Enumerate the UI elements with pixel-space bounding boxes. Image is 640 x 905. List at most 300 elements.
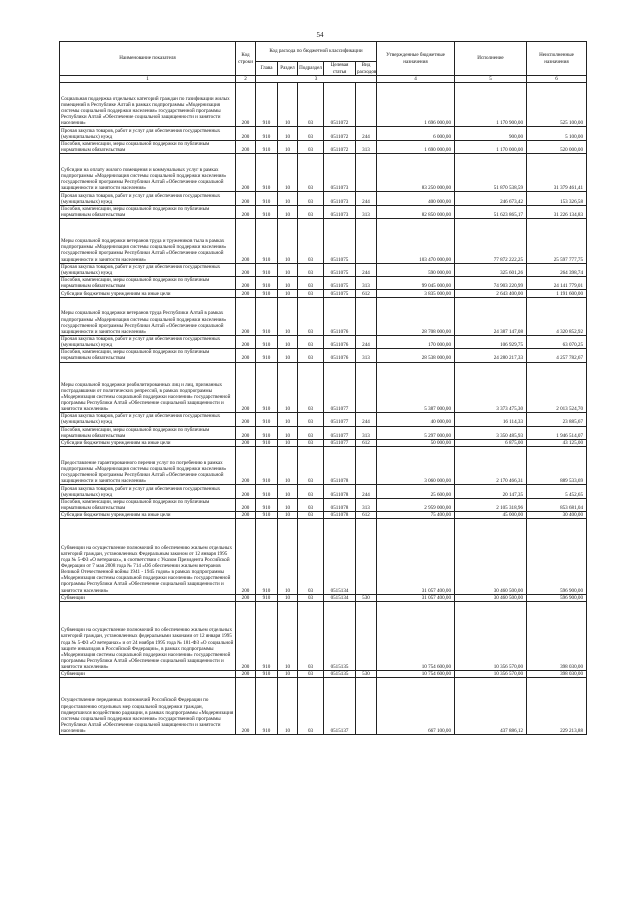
chapter-code: 910: [256, 426, 278, 439]
target-item-code: 0511072: [324, 83, 356, 127]
section-code: 10: [278, 678, 298, 735]
row-name: Прочая закупка товаров, работ и услуг для обеспечения государственных (муниципальных) нужд: [60, 127, 236, 140]
executed-amount: 1 170 000,00: [455, 140, 527, 153]
row-name: Пособия, компенсации, меры социальной поддержки по публичным нормативным обязательствам: [60, 140, 236, 153]
section-code: 10: [278, 192, 298, 205]
row-name: Меры социальной поддержки ветеранов труда Республики Алтай в рамках подпрограммы «Модернизация системы социальной поддержки населения» государственной программы Республики Алтай «Обеспечение социальной защищенности и занятости населения»: [60, 297, 236, 335]
approved-amount: 28 538 000,00: [377, 349, 455, 362]
unexecuted-amount: 31 379 461,41: [527, 154, 587, 192]
target-item-code: 0511077: [324, 426, 356, 439]
table-row: [60, 349, 587, 362]
row-name: Пособия, компенсации, меры социальной поддержки по публичным нормативным обязательствам: [60, 205, 236, 218]
approved-amount: 28 708 000,00: [377, 297, 455, 335]
unexecuted-amount: 596 900,00: [527, 594, 587, 601]
approved-amount: 5 297 000,00: [377, 426, 455, 439]
expense-type-code: 530: [356, 671, 377, 678]
line-code: 200: [236, 290, 256, 297]
subsection-code: 03: [298, 290, 324, 297]
unexecuted-amount: 23 885,67: [527, 413, 587, 426]
row-name: Меры социальной поддержки реабилитированных лиц и лиц, признанных пострадавшими от политических репрессий, в рамках подпрограммы «Модернизация системы социальной поддержки населения» государственной программы Республики Алтай «Обеспечение социальной защищенности и занятости населения»: [60, 362, 236, 413]
executed-amount: 51 623 865,17: [455, 205, 527, 218]
line-code: 200: [236, 277, 256, 290]
executed-amount: 24 280 217,33: [455, 349, 527, 362]
target-item-code: 0511078: [324, 447, 356, 485]
approved-amount: 667 100,00: [377, 678, 455, 735]
chapter-code: 910: [256, 192, 278, 205]
subsection-code: 03: [298, 498, 324, 511]
line-code: 200: [236, 205, 256, 218]
row-name: Субвенции: [60, 671, 236, 678]
table-row: [60, 192, 587, 205]
row-name: Субвенции на осуществление полномочий по обеспечению жильем отдельных категорий граждан, установленных Федеральным законом от 12 января 1995 года № 5-ФЗ «О ветеранах», в соответствии с Указом Президента Российской Федерации от 7 мая 2008 года № 714 «Об обеспечении жильем ветеранов Великой Отечественной войны 1941 - 1945 годов» в рамках подпрограммы «Модернизация системы социальной поддержки населения» государственной программы Республики Алтай «Обеспечение социальной защищенности и занятости населения»: [60, 519, 236, 594]
line-code: 200: [236, 447, 256, 485]
line-code: 200: [236, 594, 256, 601]
row-name: Субсидии бюджетным учреждениям на иные цели: [60, 512, 236, 519]
unexecuted-amount: 25 597 777,75: [527, 219, 587, 263]
expense-type-code: 313: [356, 426, 377, 439]
table-row: [60, 290, 587, 297]
unexecuted-amount: 889 533,69: [527, 447, 587, 485]
row-name: Прочая закупка товаров, работ и услуг для обеспечения государственных (муниципальных) нужд: [60, 263, 236, 276]
target-item-code: 0515135: [324, 671, 356, 678]
target-item-code: 0515134: [324, 594, 356, 601]
target-item-code: 0511076: [324, 297, 356, 335]
executed-amount: 900,00: [455, 127, 527, 140]
target-item-code: 0511073: [324, 205, 356, 218]
table-row: [60, 594, 587, 601]
chapter-code: 910: [256, 362, 278, 413]
section-code: 10: [278, 594, 298, 601]
subsection-code: 03: [298, 349, 324, 362]
approved-amount: 10 754 600,00: [377, 601, 455, 670]
unexecuted-amount: 520 000,00: [527, 140, 587, 153]
section-code: 10: [278, 671, 298, 678]
chapter-code: 910: [256, 512, 278, 519]
subsection-code: 03: [298, 335, 324, 348]
chapter-code: 910: [256, 671, 278, 678]
table-row: [60, 678, 587, 735]
subsection-code: 03: [298, 83, 324, 127]
chapter-code: 910: [256, 439, 278, 446]
line-code: 200: [236, 426, 256, 439]
chapter-code: 910: [256, 297, 278, 335]
chapter-code: 910: [256, 83, 278, 127]
unexecuted-amount: 525 100,00: [527, 83, 587, 127]
target-item-code: 0511073: [324, 154, 356, 192]
chapter-code: 910: [256, 601, 278, 670]
subsection-code: 03: [298, 297, 324, 335]
chapter-code: 910: [256, 127, 278, 140]
table-row: [60, 83, 587, 127]
subsection-code: 03: [298, 512, 324, 519]
table-row: [60, 485, 587, 498]
approved-amount: 590 000,00: [377, 263, 455, 276]
target-item-code: 0511077: [324, 439, 356, 446]
section-code: 10: [278, 290, 298, 297]
unexecuted-amount: 596 900,00: [527, 519, 587, 594]
chapter-code: 910: [256, 413, 278, 426]
header-name: Наименование показателя: [60, 42, 236, 76]
header-subsection: Подраздел: [298, 62, 324, 76]
table-row: [60, 413, 587, 426]
header-unexecuted: Неисполненные назначения: [527, 42, 587, 76]
target-item-code: 0511075: [324, 219, 356, 263]
executed-amount: 6 875,00: [455, 439, 527, 446]
column-numbers-row: [60, 76, 587, 83]
section-code: 10: [278, 205, 298, 218]
approved-amount: 1 696 000,00: [377, 83, 455, 127]
expense-type-code: 244: [356, 413, 377, 426]
page-number: 54: [316, 31, 324, 39]
table-row: [60, 335, 587, 348]
unexecuted-amount: 264 398,74: [527, 263, 587, 276]
section-code: 10: [278, 512, 298, 519]
unexecuted-amount: 398 030,00: [527, 601, 587, 670]
expense-type-code: [356, 297, 377, 335]
row-name: Пособия, компенсации, меры социальной поддержки по публичным нормативным обязательствам: [60, 277, 236, 290]
column-number: 4: [377, 76, 455, 83]
section-code: 10: [278, 335, 298, 348]
executed-amount: 2 105 318,96: [455, 498, 527, 511]
expense-type-code: [356, 519, 377, 594]
column-number: 5: [455, 76, 527, 83]
section-code: 10: [278, 426, 298, 439]
row-name: Прочая закупка товаров, работ и услуг для обеспечения государственных (муниципальных) нужд: [60, 335, 236, 348]
section-code: 10: [278, 498, 298, 511]
subsection-code: 03: [298, 426, 324, 439]
expense-type-code: 313: [356, 205, 377, 218]
column-number: 2: [236, 76, 256, 83]
row-name: Пособия, компенсации, меры социальной поддержки по публичным нормативным обязательствам: [60, 349, 236, 362]
table-row: [60, 205, 587, 218]
approved-amount: 103 470 000,00: [377, 219, 455, 263]
subsection-code: 03: [298, 439, 324, 446]
line-code: 200: [236, 192, 256, 205]
line-code: 200: [236, 127, 256, 140]
row-name: Пособия, компенсации, меры социальной поддержки по публичным нормативным обязательствам: [60, 498, 236, 511]
section-code: 10: [278, 219, 298, 263]
subsection-code: 03: [298, 594, 324, 601]
chapter-code: 910: [256, 485, 278, 498]
unexecuted-amount: 63 070,25: [527, 335, 587, 348]
unexecuted-amount: 24 141 779,01: [527, 277, 587, 290]
unexecuted-amount: 853 681,04: [527, 498, 587, 511]
chapter-code: 910: [256, 205, 278, 218]
expense-type-code: 244: [356, 335, 377, 348]
line-code: 200: [236, 498, 256, 511]
executed-amount: 2 643 400,00: [455, 290, 527, 297]
expense-type-code: [356, 83, 377, 127]
line-code: 200: [236, 439, 256, 446]
chapter-code: 910: [256, 140, 278, 153]
table-row: [60, 219, 587, 263]
chapter-code: 910: [256, 594, 278, 601]
header-code-group: Код расхода по бюджетной классификации: [256, 42, 377, 62]
target-item-code: 0511072: [324, 127, 356, 140]
approved-amount: 5 387 000,00: [377, 362, 455, 413]
header-executed: Исполнение: [455, 42, 527, 76]
executed-amount: 246 673,42: [455, 192, 527, 205]
section-code: 10: [278, 83, 298, 127]
target-item-code: 0511072: [324, 140, 356, 153]
expense-type-code: 612: [356, 439, 377, 446]
target-item-code: 0511078: [324, 512, 356, 519]
column-number: 6: [527, 76, 587, 83]
target-item-code: 0511077: [324, 413, 356, 426]
table-row: [60, 140, 587, 153]
expense-type-code: [356, 601, 377, 670]
header-chapter: Глава: [256, 62, 278, 76]
row-name: Осуществление переданных полномочий Российской Федерации по предоставлению отдельных мер социальной поддержки граждан, подвергшихся воздействию радиации, в рамках подпрограммы «Модернизация системы социальной поддержки населения» государственной программы Республики Алтай «Обеспечение социальной защищенности и занятости населения»: [60, 678, 236, 735]
budget-table: [59, 41, 587, 735]
line-code: 200: [236, 263, 256, 276]
target-item-code: 0515137: [324, 678, 356, 735]
chapter-code: 910: [256, 678, 278, 735]
executed-amount: 106 929,75: [455, 335, 527, 348]
unexecuted-amount: 229 213,88: [527, 678, 587, 735]
table-row: [60, 447, 587, 485]
approved-amount: 400 000,00: [377, 192, 455, 205]
table-row: [60, 601, 587, 670]
chapter-code: 910: [256, 277, 278, 290]
header-approved: Утвержденные бюджетные назначения: [377, 42, 455, 76]
chapter-code: 910: [256, 498, 278, 511]
row-name: Прочая закупка товаров, работ и услуг для обеспечения государственных (муниципальных) нужд: [60, 192, 236, 205]
section-code: 10: [278, 349, 298, 362]
expense-type-code: 313: [356, 140, 377, 153]
table-row: [60, 263, 587, 276]
target-item-code: 0511075: [324, 290, 356, 297]
subsection-code: 03: [298, 192, 324, 205]
unexecuted-amount: 1 946 514,07: [527, 426, 587, 439]
subsection-code: 03: [298, 154, 324, 192]
expense-type-code: 530: [356, 594, 377, 601]
expense-type-code: 244: [356, 127, 377, 140]
executed-amount: 437 886,12: [455, 678, 527, 735]
unexecuted-amount: 43 125,00: [527, 439, 587, 446]
executed-amount: 74 903 220,99: [455, 277, 527, 290]
subsection-code: 03: [298, 601, 324, 670]
approved-amount: 31 057 400,00: [377, 519, 455, 594]
section-code: 10: [278, 140, 298, 153]
subsection-code: 03: [298, 205, 324, 218]
row-name: Предоставление гарантированного перечня услуг по погребению в рамках подпрограммы «Модернизация системы социальной поддержки населения» государственной программы Республики Алтай «Обеспечение социальной защищенности и занятости населения»: [60, 447, 236, 485]
line-code: 200: [236, 335, 256, 348]
executed-amount: 1 170 900,00: [455, 83, 527, 127]
expense-type-code: 612: [356, 512, 377, 519]
expense-type-code: [356, 154, 377, 192]
row-name: Прочая закупка товаров, работ и услуг для обеспечения государственных (муниципальных) нужд: [60, 485, 236, 498]
target-item-code: 0515135: [324, 601, 356, 670]
section-code: 10: [278, 485, 298, 498]
line-code: 200: [236, 154, 256, 192]
unexecuted-amount: 4 320 852,92: [527, 297, 587, 335]
target-item-code: 0511076: [324, 335, 356, 348]
executed-amount: 30 460 500,00: [455, 519, 527, 594]
chapter-code: 910: [256, 290, 278, 297]
section-code: 10: [278, 362, 298, 413]
section-code: 10: [278, 277, 298, 290]
subsection-code: 03: [298, 678, 324, 735]
executed-amount: 20 147,35: [455, 485, 527, 498]
section-code: 10: [278, 413, 298, 426]
executed-amount: 51 870 538,59: [455, 154, 527, 192]
executed-amount: 16 114,33: [455, 413, 527, 426]
expense-type-code: [356, 219, 377, 263]
chapter-code: 910: [256, 349, 278, 362]
approved-amount: 3 060 000,00: [377, 447, 455, 485]
row-name: Пособия, компенсации, меры социальной поддержки по публичным нормативным обязательствам: [60, 426, 236, 439]
subsection-code: 03: [298, 519, 324, 594]
table-row: [60, 439, 587, 446]
target-item-code: 0511075: [324, 277, 356, 290]
line-code: 200: [236, 601, 256, 670]
row-name: Социальная поддержка отдельных категорий граждан по газификации жилых помещений в Республике Алтай в рамках подпрограммы «Модернизация системы социальной поддержки населения» государственной программы Республики Алтай «Обеспечение социальной защищенности и занятости населения»: [60, 83, 236, 127]
row-name: Прочая закупка товаров, работ и услуг для обеспечения государственных (муниципальных) нужд: [60, 413, 236, 426]
subsection-code: 03: [298, 485, 324, 498]
section-code: 10: [278, 127, 298, 140]
executed-amount: 325 601,26: [455, 263, 527, 276]
table-row: [60, 154, 587, 192]
subsection-code: 03: [298, 447, 324, 485]
section-code: 10: [278, 263, 298, 276]
unexecuted-amount: 153 326,58: [527, 192, 587, 205]
expense-type-code: 612: [356, 290, 377, 297]
executed-amount: 30 460 500,00: [455, 594, 527, 601]
executed-amount: 2 170 466,31: [455, 447, 527, 485]
approved-amount: 25 600,00: [377, 485, 455, 498]
executed-amount: 10 356 570,00: [455, 601, 527, 670]
expense-type-code: [356, 447, 377, 485]
approved-amount: 170 000,00: [377, 335, 455, 348]
row-name: Субвенции: [60, 594, 236, 601]
expense-type-code: 244: [356, 192, 377, 205]
approved-amount: 1 690 000,00: [377, 140, 455, 153]
section-code: 10: [278, 297, 298, 335]
target-item-code: 0511076: [324, 349, 356, 362]
table-row: [60, 362, 587, 413]
table-row: [60, 512, 587, 519]
executed-amount: 3 373 475,30: [455, 362, 527, 413]
section-code: 10: [278, 439, 298, 446]
line-code: 200: [236, 362, 256, 413]
subsection-code: 03: [298, 140, 324, 153]
unexecuted-amount: 30 400,00: [527, 512, 587, 519]
chapter-code: 910: [256, 219, 278, 263]
target-item-code: 0515134: [324, 519, 356, 594]
target-item-code: 0511078: [324, 498, 356, 511]
chapter-code: 910: [256, 519, 278, 594]
unexecuted-amount: 5 452,65: [527, 485, 587, 498]
unexecuted-amount: 398 030,00: [527, 671, 587, 678]
line-code: 200: [236, 83, 256, 127]
line-code: 200: [236, 219, 256, 263]
expense-type-code: [356, 362, 377, 413]
target-item-code: 0511075: [324, 263, 356, 276]
executed-amount: 10 356 570,00: [455, 671, 527, 678]
row-name: Субсидии бюджетным учреждениям на иные цели: [60, 290, 236, 297]
row-name: Меры социальной поддержки ветеранов труда и тружеников тыла в рамках подпрограммы «Модернизация системы социальной поддержки населения» государственной программы Республики Алтай «Обеспечение социальной защищенности и занятости населения»: [60, 219, 236, 263]
approved-amount: 75 400,00: [377, 512, 455, 519]
executed-amount: 45 000,00: [455, 512, 527, 519]
header-line-code: Код строки: [236, 42, 256, 76]
approved-amount: 2 959 000,00: [377, 498, 455, 511]
target-item-code: 0511077: [324, 362, 356, 413]
section-code: 10: [278, 154, 298, 192]
approved-amount: 40 000,00: [377, 413, 455, 426]
table-row: [60, 297, 587, 335]
section-code: 10: [278, 601, 298, 670]
approved-amount: 99 045 000,00: [377, 277, 455, 290]
approved-amount: 10 754 600,00: [377, 671, 455, 678]
line-code: 200: [236, 140, 256, 153]
row-name: Субсидии бюджетным учреждениям на иные цели: [60, 439, 236, 446]
expense-type-code: 244: [356, 263, 377, 276]
unexecuted-amount: 1 191 600,00: [527, 290, 587, 297]
unexecuted-amount: 31 226 134,83: [527, 205, 587, 218]
table-row: [60, 498, 587, 511]
subsection-code: 03: [298, 413, 324, 426]
table-row: [60, 671, 587, 678]
section-code: 10: [278, 447, 298, 485]
table-row: [60, 277, 587, 290]
approved-amount: 6 000,00: [377, 127, 455, 140]
approved-amount: 50 000,00: [377, 439, 455, 446]
approved-amount: 3 835 000,00: [377, 290, 455, 297]
header-expense-type: Вид расходов: [357, 62, 377, 75]
header-section: Раздел: [278, 62, 298, 76]
unexecuted-amount: 2 013 524,70: [527, 362, 587, 413]
subsection-code: 03: [298, 263, 324, 276]
chapter-code: 910: [256, 335, 278, 348]
line-code: 200: [236, 512, 256, 519]
expense-type-code: 313: [356, 498, 377, 511]
column-number: 1: [60, 76, 236, 83]
table-row: [60, 519, 587, 594]
chapter-code: 910: [256, 263, 278, 276]
header-target-item: Целевая статья: [324, 62, 356, 76]
executed-amount: 3 350 485,93: [455, 426, 527, 439]
expense-type-code: 313: [356, 277, 377, 290]
unexecuted-amount: 5 100,00: [527, 127, 587, 140]
table-row: [60, 426, 587, 439]
chapter-code: 910: [256, 154, 278, 192]
subsection-code: 03: [298, 671, 324, 678]
line-code: 200: [236, 413, 256, 426]
executed-amount: 77 872 222,25: [455, 219, 527, 263]
chapter-code: 910: [256, 447, 278, 485]
subsection-code: 03: [298, 362, 324, 413]
row-name: Субсидии на оплату жилого помещения и коммунальных услуг в рамках подпрограммы «Модернизация системы социальной поддержки населения» государственной программы Республики Алтай «Обеспечение социальной защищенности и занятости населения»: [60, 154, 236, 192]
subsection-code: 03: [298, 127, 324, 140]
subsection-code: 03: [298, 277, 324, 290]
line-code: 200: [236, 519, 256, 594]
section-code: 10: [278, 519, 298, 594]
line-code: 200: [236, 678, 256, 735]
expense-type-code: 313: [356, 349, 377, 362]
subsection-code: 03: [298, 219, 324, 263]
line-code: 200: [236, 297, 256, 335]
line-code: 200: [236, 349, 256, 362]
expense-type-code: [356, 678, 377, 735]
line-code: 200: [236, 485, 256, 498]
approved-amount: 82 850 000,00: [377, 205, 455, 218]
executed-amount: 24 387 147,08: [455, 297, 527, 335]
approved-amount: 83 250 000,00: [377, 154, 455, 192]
unexecuted-amount: 4 257 782,67: [527, 349, 587, 362]
table-row: [60, 127, 587, 140]
target-item-code: 0511073: [324, 192, 356, 205]
